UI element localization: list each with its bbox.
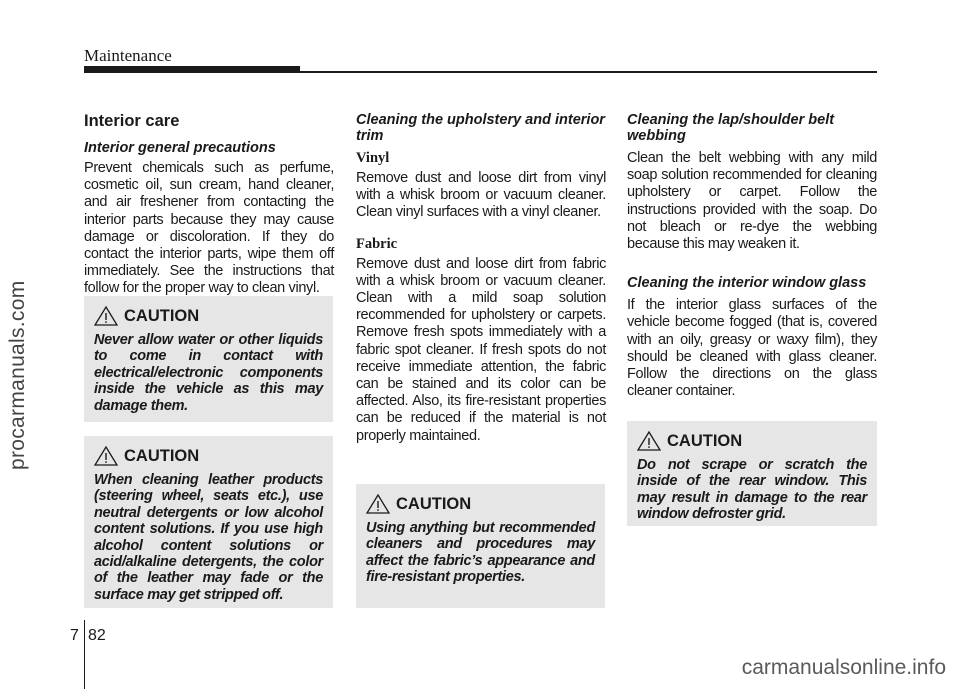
footer-divider [84,620,85,689]
caution-box-window [627,421,877,526]
caution-text: Never allow water or other liquids to come in contact with electrical/electronic components inside the vehicle as this may damage them. [94,332,323,414]
subtitle-window-glass: Cleaning the interior window glass [627,275,867,292]
page-title: Interior care [84,112,180,130]
vinyl-heading: Vinyl [356,150,390,166]
vinyl-paragraph: Remove dust and loose dirt from vinyl with a whisk broom or vacuum cleaner. Clean vinyl surfaces with a vinyl cleaner. [356,170,606,221]
caution-text: Using anything but recommended cleaners and procedures may affect the fabric’s appearance and fire-resistant properties. [366,520,595,586]
caution-box-fabric [356,484,605,608]
fabric-paragraph: Remove dust and loose dirt from fabric with a whisk broom or vacuum cleaner. Clean with a mild soap solution recommended for upholstery or carpets. Remove fresh spots immediately with a fabric spot cleaner. If fresh spots do not receive immediate attention, the fabric can be stained and its color can be affected. Also, its fire-resistant properties can be reduced if the material is not properly maintained. [356,255,606,444]
warning-triangle-icon [637,431,661,451]
precautions-paragraph: Prevent chemicals such as perfume, cosmetic oil, sun cream, hand cleaner, and air freshener from contacting the interior parts because they may cause damage or discoloration. If they do contact the interior parts, wipe them off immediately. See the instructions that follow for the proper way to clean vinyl. [84,160,334,297]
column-3 [627,112,877,400]
watermark-side: procarmanuals.com [6,280,29,470]
caution-title: CAUTION [667,431,743,450]
warning-triangle-icon [366,494,390,514]
page-number: 82 [88,627,106,644]
window-glass-paragraph: If the interior glass surfaces of the vehicle become fogged (that is, covered with an oily, greasy or waxy film), they should be cleaned with glass cleaner. Follow the directions on the glass cleaner container. [627,297,877,400]
belt-webbing-paragraph: Clean the belt webbing with any mild soap solution recommended for cleaning upholstery or carpet. Follow the instructions provided with the soap. Do not bleach or re-dye the webbing because this may weaken it. [627,150,877,253]
subtitle-belt-webbing: Cleaning the lap/shoulder belt webbing [627,112,835,144]
subtitle-upholstery: Cleaning the upholstery and interior trim [356,112,605,144]
warning-triangle-icon [94,446,118,466]
caution-title: CAUTION [124,306,200,325]
chapter-number: 7 [70,627,79,644]
caution-text: When cleaning leather products (steering wheel, seats etc.), use neutral detergents or low alcohol content solutions. If you use high alcohol content solutions or acid/alkaline detergents, the color of the leather may fade or the surface may get stripped off. [94,472,323,603]
caution-title: CAUTION [396,494,472,513]
caution-title: CAUTION [124,446,200,465]
column-1 [84,112,334,298]
subtitle-general-precautions: Interior general precautions [84,140,276,156]
caution-text: Do not scrape or scratch the inside of the rear window. This may result in damage to the rear window defroster grid. [637,457,867,523]
fabric-heading: Fabric [356,235,398,252]
caution-box-water [84,296,333,422]
warning-triangle-icon [94,306,118,326]
caution-box-leather [84,436,333,608]
column-2 [356,112,606,445]
watermark-bottom: carmanualsonline.info [741,656,946,679]
header-rule-thin [84,71,877,73]
section-label: Maintenance [84,46,172,65]
